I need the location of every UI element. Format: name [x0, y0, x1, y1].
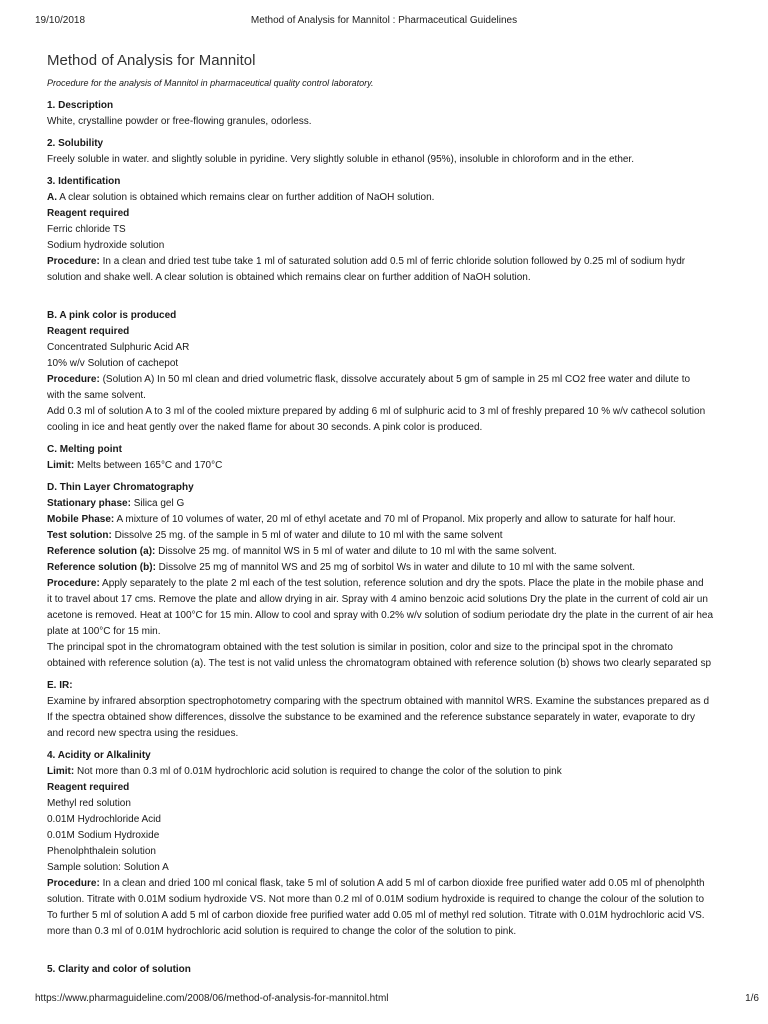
- procedure-label: Procedure:: [47, 374, 100, 385]
- procedure-line: cooling in ice and heat gently over the naked flame for about 30 seconds. A pink color is produced.: [47, 422, 483, 433]
- reference-solution-b-label: Reference solution (b):: [47, 562, 156, 573]
- reagent-item: Concentrated Sulphuric Acid AR: [47, 342, 190, 353]
- section-heading-description: 1. Description: [47, 100, 114, 111]
- stationary-phase: [47, 496, 733, 512]
- procedure-line: it to travel about 17 cms. Remove the plate and allow drying in air. Spray with 4 amino benzoic acid solutions Dry the plate in the current of cold air un: [47, 594, 708, 605]
- procedure-line: more than 0.3 ml of 0.01M hydrochloric acid solution is required to change the color of the solution to pink.: [47, 926, 517, 937]
- identification-a-label: A.: [47, 192, 57, 203]
- procedure-label: Procedure:: [47, 256, 100, 267]
- identification-a: [47, 190, 733, 206]
- page-title: Method of Analysis for Mannitol: [47, 52, 256, 69]
- mobile-phase-label: Mobile Phase:: [47, 514, 115, 525]
- print-title: Method of Analysis for Mannitol : Pharmaceutical Guidelines: [250, 15, 518, 26]
- reagent-heading: Reagent required: [47, 782, 130, 793]
- limit-label: Limit:: [47, 766, 75, 777]
- section-heading-clarity: 5. Clarity and color of solution: [47, 964, 191, 975]
- procedure-label: Procedure:: [47, 878, 100, 889]
- section-heading-acidity: 4. Acidity or Alkalinity: [47, 750, 151, 761]
- reagent-item: 0.01M Hydrochloride Acid: [47, 814, 161, 825]
- reagent-heading: Reagent required: [47, 208, 130, 219]
- identification-e-heading: E. IR:: [47, 680, 73, 691]
- procedure-line: [47, 576, 733, 592]
- document-content: [47, 50, 733, 980]
- reference-solution-a-label: Reference solution (a):: [47, 546, 156, 557]
- procedure-text: Apply separately to the plate 2 ml each of the test solution, reference solution and dry the spots. Place the plate in the mobile phase and: [99, 578, 704, 589]
- reference-solution-a: [47, 544, 733, 560]
- mobile-phase-text: A mixture of 10 volumes of water, 20 ml of ethyl acetate and 70 ml of Propanol. Mix properly and allow to saturate for half hour.: [114, 514, 676, 525]
- procedure-line: with the same solvent.: [47, 390, 146, 401]
- identification-a-text: A clear solution is obtained which remains clear on further addition of NaOH solution.: [57, 192, 435, 203]
- print-date: 19/10/2018: [35, 15, 86, 26]
- reference-solution-b-text: Dissolve 25 mg of mannitol WS and 25 mg of sorbitol Ws in water and dilute to 10 ml with the same solvent.: [155, 562, 636, 573]
- reagent-item: Phenolphthalein solution: [47, 846, 156, 857]
- ir-line: and record new spectra using the residues.: [47, 728, 239, 739]
- procedure-text: In a clean and dried test tube take 1 ml of saturated solution add 0.5 ml of ferric chloride solution followed by 0.25 ml of sodium hydr: [99, 256, 686, 267]
- procedure-line: solution and shake well. A clear solution is obtained which remains clear on further addition of NaOH solution.: [47, 272, 531, 283]
- procedure-line: To further 5 ml of solution A add 5 ml of carbon dioxide free purified water add 0.05 ml of methyl red solution. Titrate with 0.01M hydrochloric acid VS.: [47, 910, 705, 921]
- procedure-line: solution. Titrate with 0.01M sodium hydroxide VS. Not more than 0.2 ml of 0.01M sodium hydroxide is required to change the colour of the solution to: [47, 894, 705, 905]
- stationary-phase-label: Stationary phase:: [47, 498, 131, 509]
- procedure-text: In a clean and dried 100 ml conical flask, take 5 ml of solution A add 5 ml of carbon dioxide free purified water add 0.05 ml of phenolphth: [99, 878, 705, 889]
- identification-d-heading: D. Thin Layer Chromatography: [47, 482, 194, 493]
- procedure-line: acetone is removed. Heat at 100°C for 15 min. Allow to cool and spray with 0.2% w/v solution of sodium periodate dry the plate in the current of air hea: [47, 610, 714, 621]
- procedure-line: [47, 372, 733, 388]
- melting-limit: [47, 458, 733, 474]
- reagent-item: Ferric chloride TS: [47, 224, 126, 235]
- principal-spot-line: The principal spot in the chromatogram obtained with the test solution is similar in position, color and size to the principal spot in the chromato: [47, 642, 673, 653]
- acidity-limit: [47, 764, 733, 780]
- procedure-text: (Solution A) In 50 ml clean and dried volumetric flask, dissolve accurately about 5 gm of sample in 25 ml CO2 free water and dilute to: [99, 374, 691, 385]
- reagent-item: Sample solution: Solution A: [47, 862, 169, 873]
- test-solution-label: Test solution:: [47, 530, 112, 541]
- identification-b-heading: B. A pink color is produced: [47, 310, 177, 321]
- reference-solution-b: [47, 560, 733, 576]
- test-solution-text: Dissolve 25 mg. of the sample in 5 ml of water and dilute to 10 ml with the same solvent: [111, 530, 503, 541]
- page-subtitle: Procedure for the analysis of Mannitol in pharmaceutical quality control laboratory.: [47, 78, 374, 88]
- mobile-phase: [47, 512, 733, 528]
- reagent-item: Methyl red solution: [47, 798, 131, 809]
- limit-text: Melts between 165°C and 170°C: [74, 460, 223, 471]
- stationary-phase-text: Silica gel G: [130, 498, 185, 509]
- limit-text: Not more than 0.3 ml of 0.01M hydrochloric acid solution is required to change the color of the solution to pink: [74, 766, 562, 777]
- test-solution: [47, 528, 733, 544]
- procedure-label: Procedure:: [47, 578, 100, 589]
- procedure-line: [47, 876, 733, 892]
- ir-line: Examine by infrared absorption spectrophotometry comparing with the spectrum obtained with mannitol WRS. Examine the substances prepared as d: [47, 696, 710, 707]
- reagent-heading: Reagent required: [47, 326, 130, 337]
- principal-spot-line: obtained with reference solution (a). The test is not valid unless the chromatogram obtained with reference solution (b) shows two clearly separated sp: [47, 658, 712, 669]
- reagent-item: 0.01M Sodium Hydroxide: [47, 830, 160, 841]
- description-text: White, crystalline powder or free-flowing granules, odorless.: [47, 116, 312, 127]
- solubility-text: Freely soluble in water. and slightly soluble in pyridine. Very slightly soluble in ethanol (95%), insoluble in chloroform and in the ether.: [47, 154, 634, 165]
- reagent-item: 10% w/v Solution of cachepot: [47, 358, 179, 369]
- section-heading-solubility: 2. Solubility: [47, 138, 104, 149]
- limit-label: Limit:: [47, 460, 75, 471]
- identification-c-heading: C. Melting point: [47, 444, 122, 455]
- section-heading-identification: 3. Identification: [47, 176, 121, 187]
- procedure-line: Add 0.3 ml of solution A to 3 ml of the cooled mixture prepared by adding 6 ml of sulphuric acid to 3 ml of freshly prepared 10 % w/v cathecol solution: [47, 406, 706, 417]
- page-url: https://www.pharmaguideline.com/2008/06/method-of-analysis-for-mannitol.html: [35, 993, 389, 1004]
- reference-solution-a-text: Dissolve 25 mg. of mannitol WS in 5 ml of water and dilute to 10 ml with the same solvent.: [155, 546, 557, 557]
- print-footer: [0, 993, 768, 1009]
- print-header: [0, 15, 768, 31]
- procedure-line: [47, 254, 733, 270]
- reagent-item: Sodium hydroxide solution: [47, 240, 165, 251]
- ir-line: If the spectra obtained show differences, dissolve the substance to be examined and the reference substance separately in water, evaporate to dry: [47, 712, 695, 723]
- page-number: 1/6: [745, 993, 759, 1004]
- procedure-line: plate at 100°C for 15 min.: [47, 626, 161, 637]
